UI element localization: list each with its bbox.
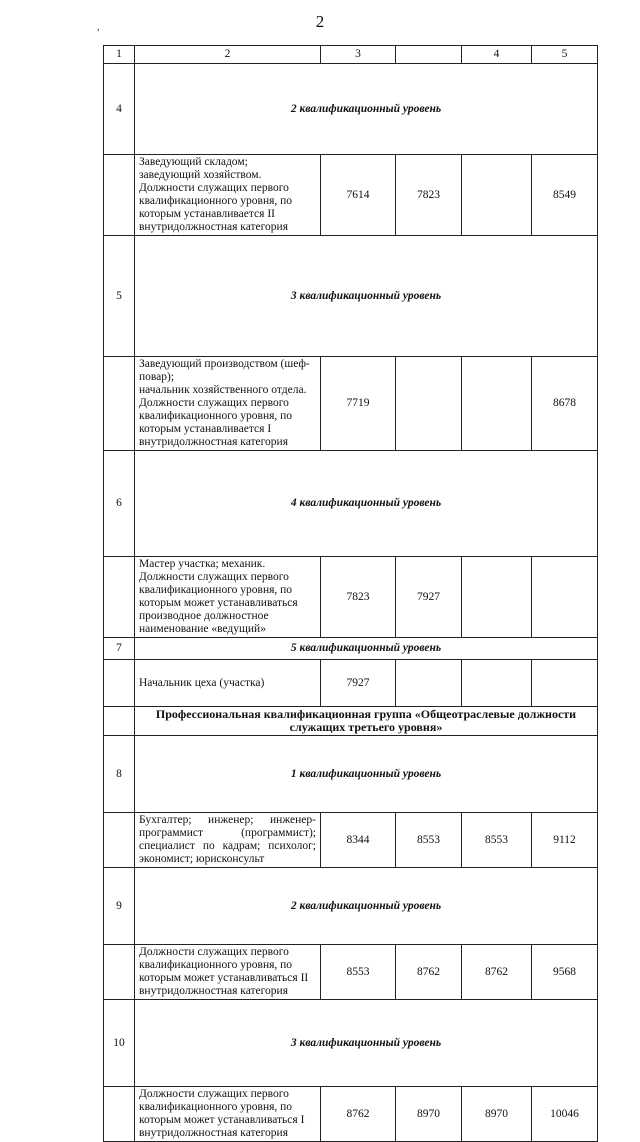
salary-value: 7823 <box>396 155 462 236</box>
salary-value: 9568 <box>532 945 598 1000</box>
row-number <box>104 660 135 707</box>
level-label: 3 квалификационный уровень <box>135 1000 598 1087</box>
header-cell: 1 <box>104 46 135 64</box>
salary-value: 7927 <box>321 660 396 707</box>
salary-value: 7823 <box>321 557 396 638</box>
level-row <box>104 736 598 813</box>
salary-value: 9112 <box>532 813 598 868</box>
row-number: 8 <box>104 736 135 813</box>
header-row <box>104 46 598 64</box>
header-cell: 5 <box>532 46 598 64</box>
salary-value <box>462 357 532 451</box>
header-cell <box>396 46 462 64</box>
salary-value: 8678 <box>532 357 598 451</box>
position-description: Бухгалтер; инженер; инженер-программист (программист); специалист по кадрам; психолог; экономист; юрисконсульт <box>135 813 321 868</box>
position-description: Должности служащих первого квалификационного уровня, по которым может устанавливаться I внутридолжностная категория <box>135 1087 321 1142</box>
row-number: 6 <box>104 451 135 557</box>
salary-value: 8549 <box>532 155 598 236</box>
table-row <box>104 813 598 868</box>
salary-table <box>103 45 598 1142</box>
level-row <box>104 868 598 945</box>
salary-value: 7927 <box>396 557 462 638</box>
position-description: Мастер участка; механик. Должности служащих первого квалификационного уровня, по которым может устанавливаться производное должностное наименование «ведущий» <box>135 557 321 638</box>
salary-value <box>462 660 532 707</box>
salary-value <box>462 557 532 638</box>
level-row <box>104 638 598 660</box>
salary-value: 8553 <box>396 813 462 868</box>
group-row <box>104 707 598 736</box>
position-description: Заведующий производством (шеф-повар); начальник хозяйственного отдела. Должности служащих первого квалификационного уровня, по которым устанавливается I внутридолжностная категория <box>135 357 321 451</box>
table-row <box>104 155 598 236</box>
row-number: 4 <box>104 64 135 155</box>
row-number: 7 <box>104 638 135 660</box>
row-number <box>104 945 135 1000</box>
level-label: 2 квалификационный уровень <box>135 868 598 945</box>
level-label: 1 квалификационный уровень <box>135 736 598 813</box>
table-row <box>104 945 598 1000</box>
level-label: 4 квалификационный уровень <box>135 451 598 557</box>
row-number: 5 <box>104 236 135 357</box>
level-label: 2 квалификационный уровень <box>135 64 598 155</box>
salary-value <box>532 557 598 638</box>
header-cell: 4 <box>462 46 532 64</box>
row-number <box>104 1087 135 1142</box>
level-row <box>104 236 598 357</box>
salary-value <box>396 357 462 451</box>
salary-value: 10046 <box>532 1087 598 1142</box>
salary-value: 7614 <box>321 155 396 236</box>
salary-value: 8762 <box>321 1087 396 1142</box>
page-number: 2 <box>315 12 325 31</box>
position-description: Должности служащих первого квалификационного уровня, по которым может устанавливаться II внутридолжностная категория <box>135 945 321 1000</box>
row-number <box>104 813 135 868</box>
row-number: 10 <box>104 1000 135 1087</box>
position-description: Заведующий складом; заведующий хозяйством. Должности служащих первого квалификационного уровня, по которым устанавливается II внутридолжностная категория <box>135 155 321 236</box>
level-row <box>104 64 598 155</box>
level-row <box>104 1000 598 1087</box>
header-cell: 2 <box>135 46 321 64</box>
row-number <box>104 707 135 736</box>
salary-value: 8553 <box>462 813 532 868</box>
level-label: 3 квалификационный уровень <box>135 236 598 357</box>
salary-value: 7719 <box>321 357 396 451</box>
header-cell: 3 <box>321 46 396 64</box>
table-row <box>104 1087 598 1142</box>
level-label: 5 квалификационный уровень <box>135 638 598 660</box>
salary-value: 8970 <box>462 1087 532 1142</box>
salary-value <box>462 155 532 236</box>
level-row <box>104 451 598 557</box>
table-row <box>104 357 598 451</box>
salary-value <box>532 660 598 707</box>
salary-value: 8762 <box>396 945 462 1000</box>
row-number: 9 <box>104 868 135 945</box>
row-number <box>104 357 135 451</box>
salary-value: 8344 <box>321 813 396 868</box>
table-row <box>104 660 598 707</box>
row-number <box>104 557 135 638</box>
row-number <box>104 155 135 236</box>
salary-value: 8970 <box>396 1087 462 1142</box>
margin-mark: , <box>97 22 100 33</box>
salary-value <box>396 660 462 707</box>
group-label: Профессиональная квалификационная группа «Общеотраслевые должности служащих третьего уровня» <box>135 707 598 736</box>
table-row <box>104 557 598 638</box>
position-description: Начальник цеха (участка) <box>135 660 321 707</box>
salary-value: 8553 <box>321 945 396 1000</box>
salary-value: 8762 <box>462 945 532 1000</box>
